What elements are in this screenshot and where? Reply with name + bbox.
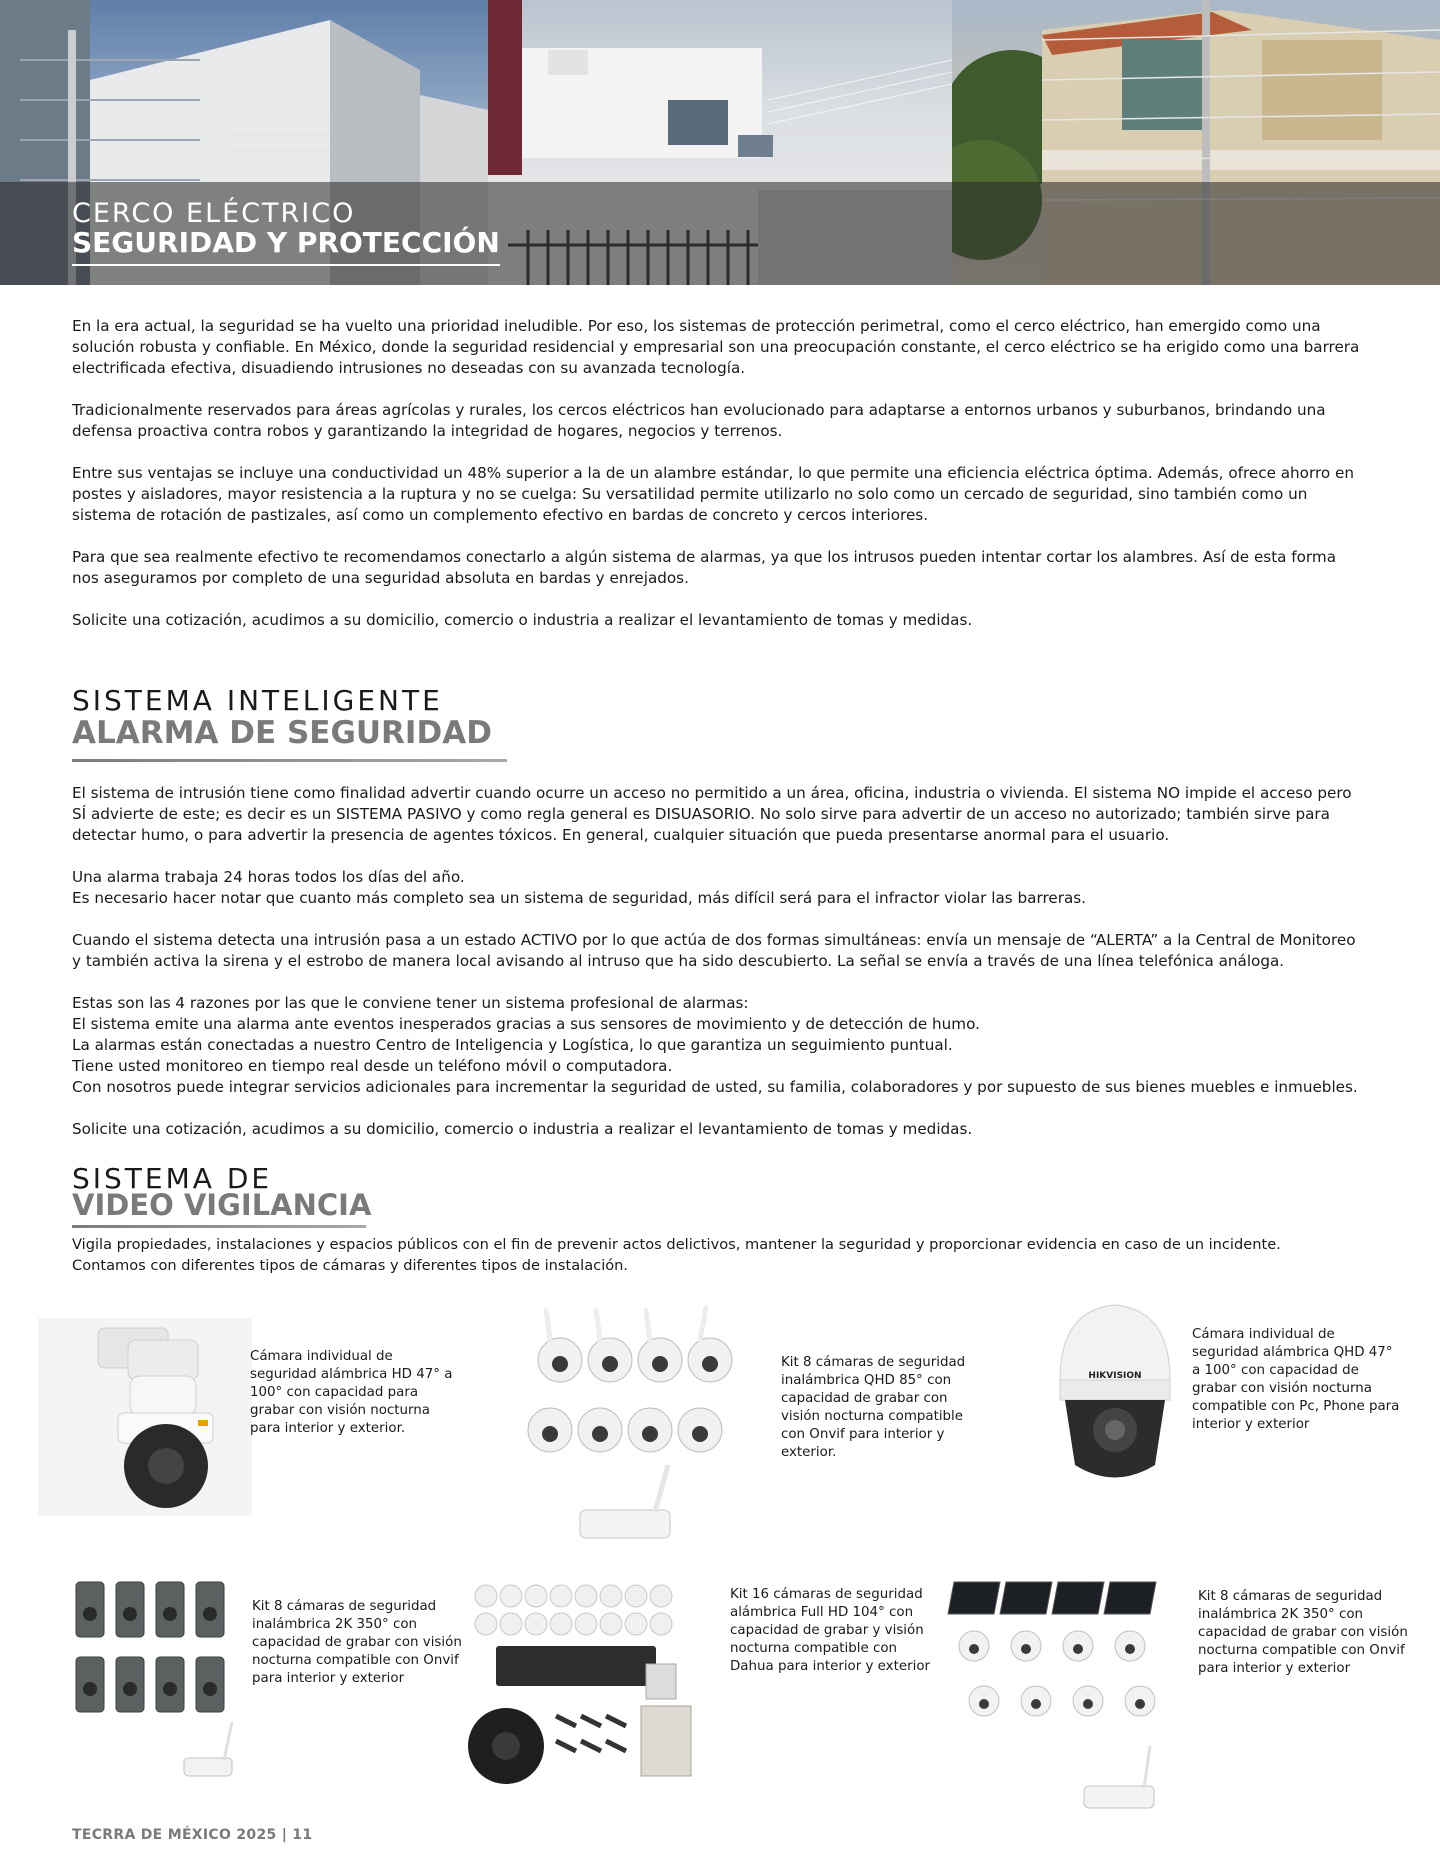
- product-description: Kit 16 cámaras de seguridad alámbrica Full HD 104° con capacidad de grabar y visión nocturna compatible con Dahua para interior y exterior: [730, 1587, 931, 1674]
- page-footer: TECRRA DE MÉXICO 2025 | 11: [72, 1827, 313, 1843]
- hikvision-ptz-image: [1040, 1290, 1190, 1505]
- product-card: [38, 1318, 458, 1518]
- alarma-paragraph: Cuando el sistema detecta una intrusión pasa a un estado ACTIVO por lo que actúa de dos formas simultáneas: envía un mensaje de “ALERTA” a la Central de Monitoreo y también activa la sirena y el estrobo de manera local avisando al intruso que ha sido descubierto. La señal se envía a través de una línea telefónica análoga.: [72, 931, 1356, 970]
- product-description: Kit 8 cámaras de seguridad inalámbrica QHD 85° con capacidad de grabar con visión nocturna compatible con Onvif para interior y exterior.: [781, 1355, 966, 1460]
- video-intro-line: Contamos con diferentes tipos de cámaras y diferentes tipos de instalación.: [72, 1257, 629, 1274]
- kit-8-2k-image: [66, 1562, 241, 1790]
- product-card: [520, 1300, 990, 1565]
- product-card: [1040, 1290, 1440, 1520]
- video-intro-line: Vigila propiedades, instalaciones y espacios públicos con el fin de prevenir actos delictivos, mantener la seguridad y proporcionar evidencia en caso de un incidente.: [72, 1236, 1281, 1253]
- video-kicker: SISTEMA DE: [72, 1162, 273, 1195]
- cerco-paragraph: En la era actual, la seguridad se ha vuelto una prioridad ineludible. Por eso, los sistemas de protección perimetral, como el cerco eléctrico, han emergido como una solución robusta y confiable. En México, donde la seguridad residencial y empresarial son una preocupación constante, el cerco eléctrico se ha erigido como una barrera electrificada efectiva, disuadiendo intrusiones no deseadas con su avanzada tecnología.: [72, 317, 1360, 377]
- ptz-camera-image: [38, 1318, 252, 1516]
- alarma-paragraph: Es necesario hacer notar que cuanto más completo sea un sistema de seguridad, más difícil será para el infractor violar las barreras.: [72, 889, 1086, 907]
- alarma-kicker: SISTEMA INTELIGENTE: [72, 684, 443, 717]
- alarma-reason: El sistema emite una alarma ante eventos inesperados gracias a sus sensores de movimiento y de detección de humo.: [72, 1015, 980, 1033]
- product-description: Kit 8 cámaras de seguridad inalámbrica 2K 350° con capacidad de grabar con visión nocturna compatible con Onvif para interior y exterior: [1198, 1589, 1408, 1676]
- cerco-paragraph: Tradicionalmente reservados para áreas agrícolas y rurales, los cercos eléctricos han evolucionado para adaptarse a entornos urbanos y suburbanos, brindando una defensa proactiva contra robos y garantizando la integridad de hogares, negocios y terrenos.: [72, 401, 1326, 440]
- kit-16-dahua-image: [466, 1576, 698, 1794]
- product-description: Cámara individual de seguridad alámbrica HD 47° a 100° con capacidad para grabar con visión nocturna para interior y exterior.: [250, 1349, 453, 1436]
- cerco-paragraph: Para que sea realmente efectivo te recomendamos conectarlo a algún sistema de alarmas, ya que los intrusos pueden intentar cortar los alambres. Así de esta forma nos aseguramos por completo de una seguridad absoluta en bardas y enrejados.: [72, 548, 1337, 587]
- product-card: [944, 1576, 1440, 1831]
- alarma-reasons-intro: Estas son las 4 razones por las que le conviene tener un sistema profesional de alarmas:: [72, 994, 749, 1012]
- hero-divider: [72, 264, 500, 266]
- wifi-kit-8-image: [520, 1300, 760, 1565]
- product-card: [466, 1576, 936, 1806]
- product-description: Cámara individual de seguridad alámbrica QHD 47° a 100° con capacidad de grabar con visión nocturna compatible con Pc, Phone para interior y exterior: [1192, 1327, 1400, 1432]
- cerco-paragraph: Solicite una cotización, acudimos a su domicilio, comercio o industria a realizar el levantamiento de tomas y medidas.: [72, 611, 973, 629]
- alarma-reason: Con nosotros puede integrar servicios adicionales para incrementar la seguridad de usted, su familia, colaboradores y por supuesto de sus bienes muebles e inmuebles.: [72, 1078, 1358, 1096]
- video-title: VIDEO VIGILANCIA: [72, 1188, 372, 1222]
- alarma-title: ALARMA DE SEGURIDAD: [72, 715, 492, 751]
- alarma-reason: La alarmas están conectadas a nuestro Centro de Inteligencia y Logística, lo que garantiza un seguimiento puntual.: [72, 1036, 953, 1054]
- hero-kicker: CERCO ELÉCTRICO: [72, 198, 356, 229]
- cerco-paragraph: Entre sus ventajas se incluye una conductividad un 48% superior a la de un alambre estándar, lo que permite una eficiencia eléctrica óptima. Además, ofrece ahorro en postes y aisladores, mayor resistencia a la ruptura y no se cuelga: Su versatilidad permite utilizarlo no solo como un cercado de seguridad, sino también como un sistema de rotación de pastizales, así como un complemento efectivo en bardas de concreto y cercos interiores.: [72, 464, 1354, 524]
- alarma-closing: Solicite una cotización, acudimos a su domicilio, comercio o industria a realizar el levantamiento de tomas y medidas.: [72, 1120, 973, 1138]
- solar-kit-8-image: [944, 1576, 1164, 1828]
- alarma-body: [72, 783, 1362, 1161]
- product-description: Kit 8 cámaras de seguridad inalámbrica 2K 350° con capacidad de grabar con visión nocturna compatible con Onvif para interior y exterior: [252, 1599, 462, 1686]
- svg-text:HIKVISION: HIKVISION: [1088, 1371, 1142, 1381]
- hero-title: SEGURIDAD Y PROTECCIÓN: [72, 226, 500, 259]
- alarma-reason: Tiene usted monitoreo en tiempo real desde un teléfono móvil o computadora.: [72, 1057, 673, 1075]
- video-intro: [72, 1234, 1362, 1276]
- alarma-paragraph: El sistema de intrusión tiene como finalidad advertir cuando ocurre un acceso no permitido a un área, oficina, industria o vivienda. El sistema NO impide el acceso pero SÍ advierte de este; es decir es un SISTEMA PASIVO y como regla general es DISUASORIO. No solo sirve para advertir de un acceso no autorizado; también sirve para detectar humo, o para advertir la presencia de agentes tóxicos. En general, cualquier situación que pueda presentarse anormal para el usuario.: [72, 784, 1352, 844]
- alarma-paragraph: Una alarma trabaja 24 horas todos los días del año.: [72, 868, 465, 886]
- hero-banner: [0, 0, 1440, 285]
- alarma-divider: [72, 759, 507, 762]
- video-divider: [72, 1225, 366, 1228]
- product-card: [66, 1562, 466, 1792]
- cerco-body: [72, 316, 1362, 652]
